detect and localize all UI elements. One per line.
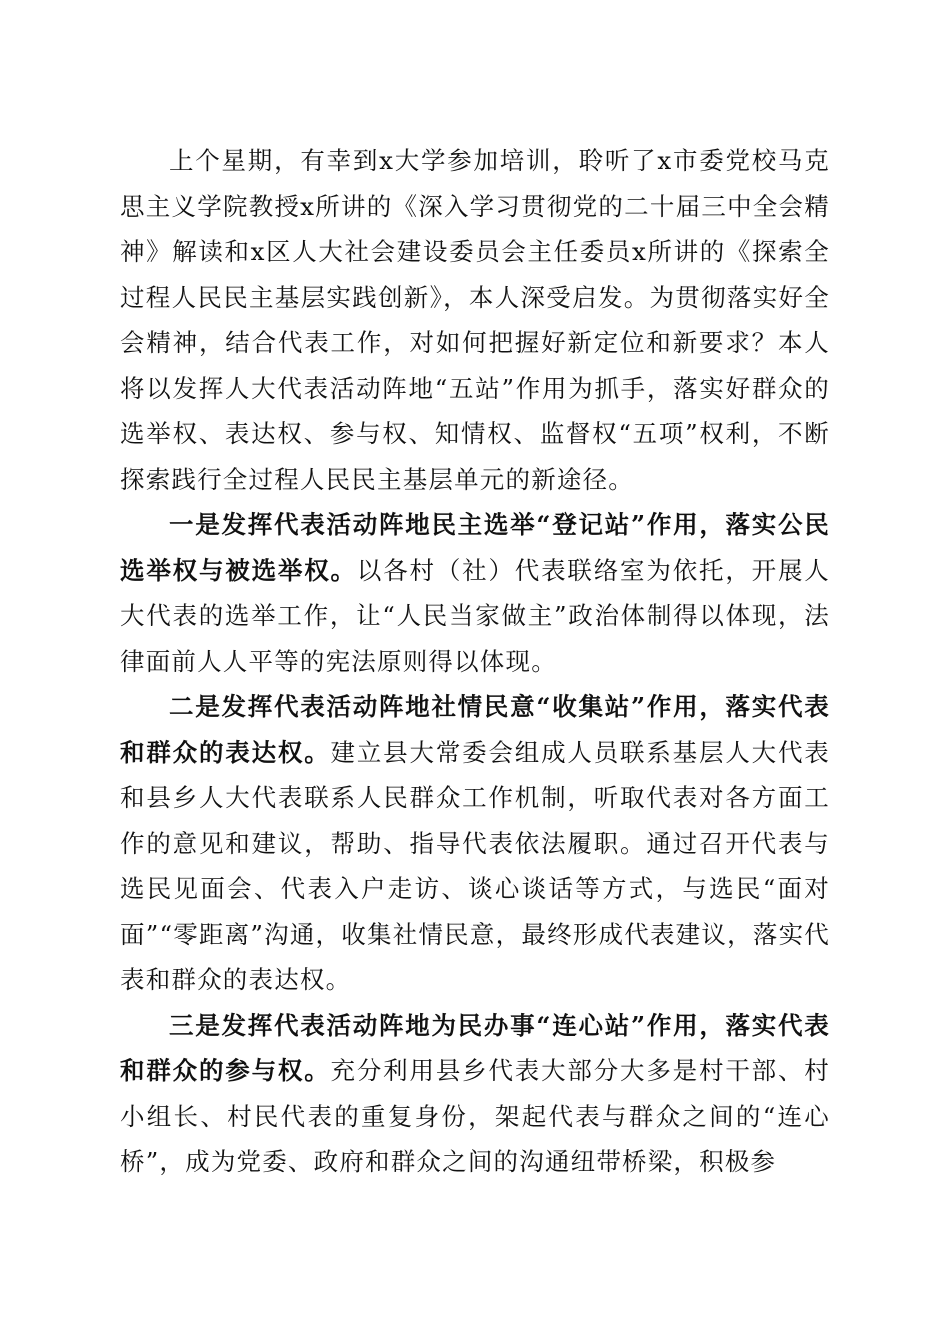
paragraph-text: 上个星期，有幸到x大学参加培训，聆听了x市委党校马克思主义学院教授x所讲的《深入学习贯彻党的二十届三中全会精神》解读和x区人大社会建设委员会主任委员x所讲的《探索全过程人民民主基层实践创新》，本人深受启发。为贯彻落实好全会精神，结合代表工作，对如何把握好新定位和新要求？本人将以发挥人大代表活动阵地“五站”作用为抓手，落实好群众的选举权、表达权、参与权、知情权、监督权“五项”权利，不断探索践行全过程人民民主基层单元的新途径。 bbox=[120, 146, 830, 494]
paragraph-text: 以各村（社）代表联络室为依托，开展人大代表的选举工作，让“人民当家做主”政治体制得以体现，法律面前人人平等的宪法原则得以体现。 bbox=[120, 555, 830, 676]
paragraph-text: 充分利用县乡代表大部分大多是村干部、村小组长、村民代表的重复身份，架起代表与群众之间的“连心桥”，成为党委、政府和群众之间的沟通纽带桥梁，积极参 bbox=[120, 1056, 830, 1176]
paragraph-lead: 三是发挥代表活动阵地为民办事“连心站”作用，落实代表和群众的参与权。 bbox=[120, 1010, 830, 1085]
paragraph-text: 建立县大常委会组成人员联系基层人大代表和县乡人大代表联系人民群众工作机制，听取代表对各方面工作的意见和建议，帮助、指导代表依法履职。通过召开代表与选民见面会、代表入户走访、谈心谈话等方式，与选民“面对面”“零距离”沟通，收集社情民意，最终形成代表建议，落实代表和群众的表达权。 bbox=[120, 737, 830, 994]
paragraph-lead: 二是发挥代表活动阵地社情民意“收集站”作用，落实代表和群众的表达权。 bbox=[120, 692, 830, 767]
document-body bbox=[120, 138, 830, 1185]
paragraph-point-1 bbox=[120, 502, 830, 684]
paragraph-intro bbox=[120, 138, 830, 502]
paragraph-lead: 一是发挥代表活动阵地民主选举“登记站”作用，落实公民选举权与被选举权。 bbox=[120, 510, 830, 585]
paragraph-point-2 bbox=[120, 684, 830, 1003]
paragraph-point-3 bbox=[120, 1003, 830, 1185]
